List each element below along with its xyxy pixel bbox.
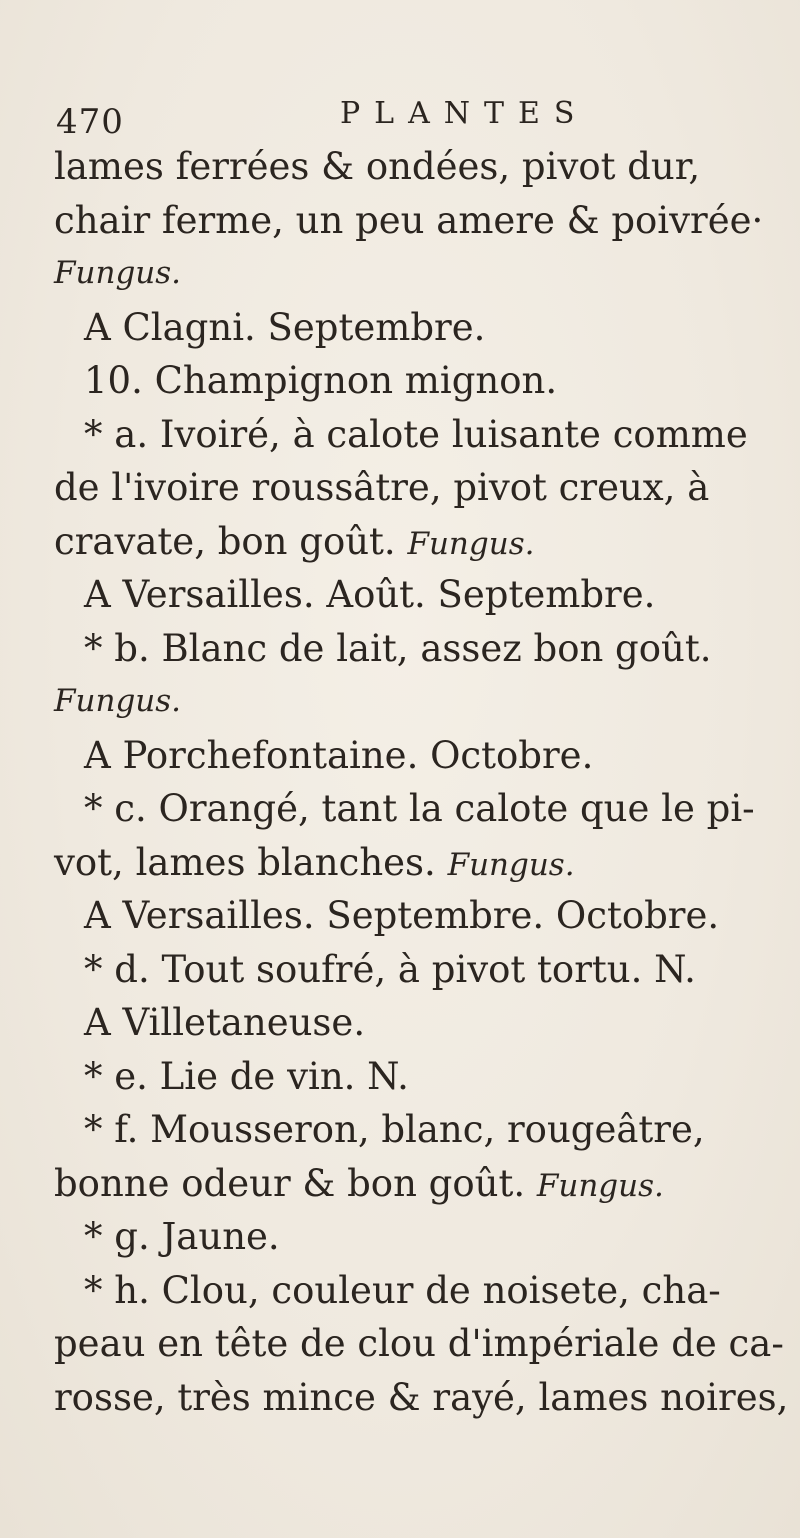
text-line: * f. Mousseron, blanc, rougeâtre, [84,1108,705,1151]
page-header [46,96,766,146]
text-line: lames ferrées & ondées, pivot dur, [54,145,701,188]
running-title: PLANTES [340,96,589,131]
text-line: * a. Ivoiré, à calote luisante comme [84,412,748,456]
text-line: A Porchefontaine. Octobre. [84,733,594,777]
text-line: * b. Blanc de lait, assez bon goût. [84,626,712,670]
text-line: bonne odeur & bon goût. Fungus. [54,1161,664,1205]
page-number: 470 [56,102,124,142]
text-line: * h. Clou, couleur de noisete, cha- [84,1268,721,1312]
text-line: chair ferme, un peu amere & poivrée· [54,198,764,242]
text-line: cravate, bon goût. Fungus. [54,519,535,563]
text-line: * d. Tout soufré, à pivot tortu. N. [84,947,696,991]
text-line: A Clagni. Septembre. [84,305,486,349]
text-line: A Versailles. Septembre. Octobre. [84,894,720,937]
text-line: Fungus. [54,255,182,291]
text-line: rosse, très mince & rayé, lames noires, [54,1375,789,1419]
text-line: A Villetaneuse. [84,1001,366,1044]
text-line: de l'ivoire roussâtre, pivot creux, à [54,466,710,509]
text-line: peau en tête de clou d'impériale de ca- [54,1322,784,1365]
text-line: 10. Champignon mignon. [84,359,558,402]
text-line: Fungus. [54,683,182,719]
text-line: * c. Orangé, tant la calote que le pi- [84,787,755,830]
text-line: * e. Lie de vin. N. [84,1054,409,1098]
body-text [54,140,789,1424]
text-line: * g. Jaune. [84,1215,280,1258]
text-line: vot, lames blanches. Fungus. [54,840,575,884]
text-line: A Versailles. Août. Septembre. [84,573,656,616]
